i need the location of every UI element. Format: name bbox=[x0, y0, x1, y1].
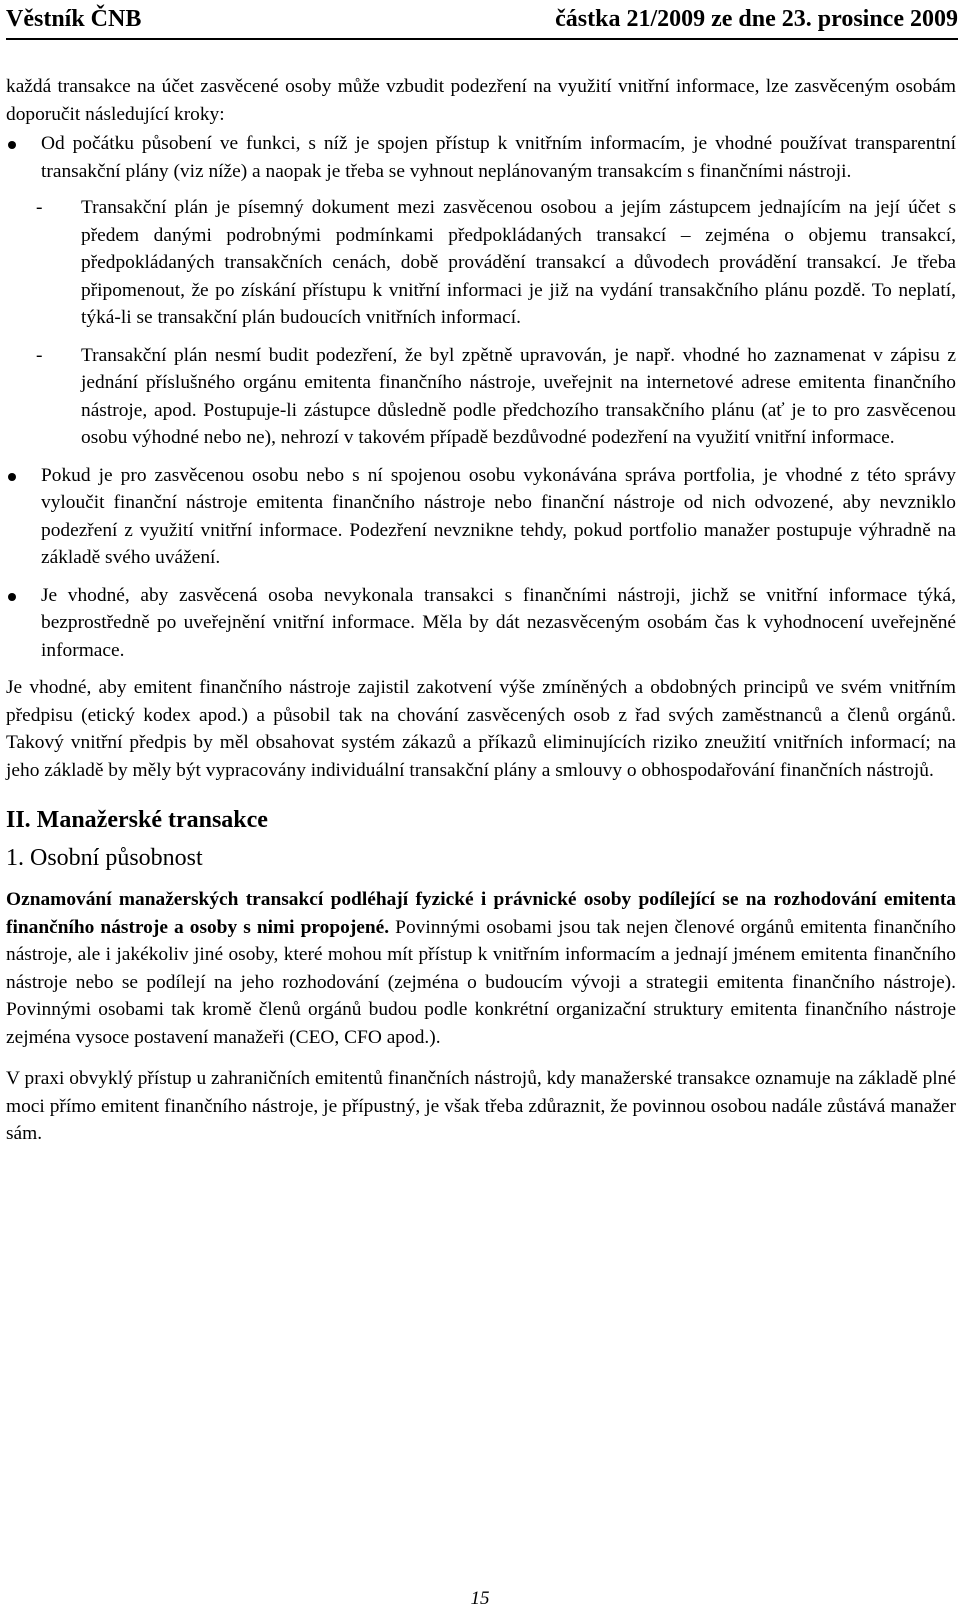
body-paragraph: Je vhodné, aby emitent finančního nástroje zajistil zakotvení výše zmíněných a obdobných principů ve svém vnitřním předpisu (etický kodex apod.) a působil tak na chování zasvěcených osob z řad svých zaměstnanců a členů orgánů. Takový vnitřní předpis by měl obsahovat systém zákazů a příkazů eliminujících riziko zneužití vnitřních informací; na jeho základě by měly být vypracovány individuální transakční plány a smlouvy o obhospodařování finančních nástrojů. bbox=[6, 677, 956, 781]
list-item bbox=[6, 130, 956, 452]
intro-paragraph: každá transakce na účet zasvěcené osoby může vzbudit podezření na využití vnitřní informace, lze zasvěceným osobám doporučit následující kroky: bbox=[6, 76, 956, 125]
section-heading: II. Manažerské transakce bbox=[6, 807, 268, 833]
sub-list-item bbox=[36, 342, 956, 452]
sub-list-item bbox=[36, 194, 956, 332]
recommendations-list bbox=[6, 130, 956, 664]
sub-list-item-text: Transakční plán je písemný dokument mezi zasvěcenou osobou a jejím zástupcem jednajícím na její účet s předem danými podrobnými podmínkami předpokládaných transakcí – zejména o objemu transakcí, předpokládaných transakčních cenách, době provádění transakcí a důvodech provádění transakcí. Je třeba připomenout, že po získání přístupu k vnitřní informaci je již na vydání transakčního plánu pozdě. To neplatí, týká-li se transakční plán budoucích vnitřních informací. bbox=[81, 197, 956, 328]
paragraph-text: Povinnými osobami jsou tak nejen členové orgánů emitenta finančního nástroje, ale i jakékoliv jiné osoby, které mohou mít přístup k vnitřním informacím a jednají jménem emitenta finančního nástroje nebo se podílejí na jeho rozhodování (zejména o budoucím vývoji a strategii emitenta finančního nástroje). Povinnými osobami tak kromě členů orgánů budou podle konkrétní organizační struktury emitenta finančního nástroje zejména vysoce postavení manažeři (CEO, CFO apod.). bbox=[6, 916, 956, 1048]
page-header bbox=[6, 4, 958, 40]
page-number: 15 bbox=[470, 1588, 490, 1609]
list-item bbox=[6, 582, 956, 665]
sub-list bbox=[36, 194, 956, 452]
sub-list-item-text: Transakční plán nesmí budit podezření, že byl zpětně upravován, je např. vhodné ho zaznamenat v zápisu z jednání příslušného orgánu emitenta finančního nástroje, uveřejnit na internetové adrese emitenta finančního nástroje, apod. Postupuje-li zástupce důsledně podle předchozího transakčního plánu (ať je to pro zasvěcenou osobu výhodné nebo ne), nehrozí v takovém případě bezdůvodné podezření na využití vnitřní informace. bbox=[81, 344, 956, 448]
subsection-heading: 1. Osobní působnost bbox=[6, 845, 203, 871]
bullet-icon bbox=[8, 593, 16, 601]
body-paragraph: V praxi obvyklý přístup u zahraničních emitentů finančních nástrojů, kdy manažerské transakce oznamuje na základě plné moci přímo emitent finančního nástroje, je přípustný, je však třeba zdůraznit, že povinnou osobou nadále zůstává manažer sám. bbox=[6, 1068, 956, 1144]
bullet-icon bbox=[8, 473, 16, 481]
body-paragraph bbox=[6, 886, 956, 1051]
issue-date: částka 21/2009 ze dne 23. prosince 2009 bbox=[555, 6, 958, 32]
dash-icon: - bbox=[36, 344, 43, 366]
list-item bbox=[6, 462, 956, 572]
journal-title: Věstník ČNB bbox=[6, 6, 142, 32]
list-item-text: Je vhodné, aby zasvěcená osoba nevykonala transakci s finančními nástroji, jichž se vnitřní informace týká, bezprostředně po uveřejnění vnitřní informace. Měla by dát nezasvěceným osobám čas k vyhodnocení uveřejněné informace. bbox=[41, 584, 956, 661]
dash-icon: - bbox=[36, 197, 43, 218]
list-item-text: Pokud je pro zasvěcenou osobu nebo s ní spojenou osobu vykonávána správa portfolia, je vhodné z této správy vyloučit finanční nástroje emitenta finančního nástroje nebo finanční nástroje od nich odvozené, aby nevzniklo podezření z využití vnitřní informace. Podezření nevznikne tehdy, pokud portfolio manažer postupuje výhradně na základě svého uvážení. bbox=[41, 464, 956, 568]
bullet-icon bbox=[8, 141, 16, 149]
bold-lead-text: Oznamování manažerských transakcí podléhají fyzické i právnické osoby podílející se na rozhodování emitenta finančního nástroje a osoby s nimi propojené. bbox=[6, 889, 956, 938]
page-content bbox=[6, 66, 956, 1162]
list-item-text: Od počátku působení ve funkci, s níž je spojen přístup k vnitřním informacím, je vhodné používat transparentní transakční plány (viz níže) a naopak je třeba se vyhnout neplánovaným transakcím s finančními nástroji. bbox=[41, 133, 956, 182]
